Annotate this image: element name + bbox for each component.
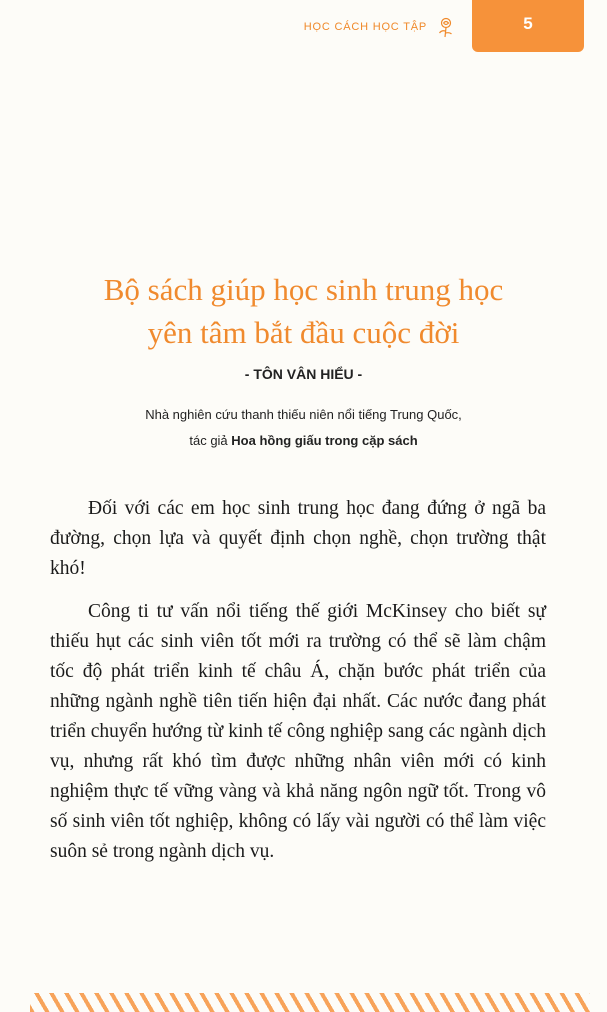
bio-prefix: tác giả xyxy=(189,433,232,448)
paragraph: Đối với các em học sinh trung học đang đứng ở ngã ba đường, chọn lựa và quyết định chọn nghề, chọn trường thật khó! xyxy=(50,498,546,579)
author-name: - TÔN VÂN HIỂU - xyxy=(244,366,363,382)
page-number-tab xyxy=(472,0,584,52)
page-number: 5 xyxy=(523,14,533,33)
rose-icon xyxy=(436,16,456,38)
bio-line-1: Nhà nghiên cứu thanh thiếu niên nổi tiếng Trung Quốc, xyxy=(145,407,462,422)
page-header xyxy=(0,0,607,60)
decorative-stripe xyxy=(30,993,590,1012)
running-title: HỌC CÁCH HỌC TẬP xyxy=(303,21,427,33)
bio-line-2 xyxy=(0,428,607,454)
body-text xyxy=(50,494,546,880)
author-bio xyxy=(0,402,607,454)
paragraph: Công ti tư vấn nổi tiếng thế giới McKinsey cho biết sự thiếu hụt các sinh viên tốt mới ra trường có thể sẽ làm chậm tốc độ phát triển kinh tế châu Á, chặn bước phát triển của những ngành nghề tiên tiến hiện đại nhất. Các nước đang phát triển chuyển hướng từ kinh tế công nghiệp sang các ngành dịch vụ, nhưng rất khó tìm được những nhân viên mới có kinh nghiệm thực tế vững vàng và khả năng ngôn ngữ tốt. Trong vô số sinh viên tốt nghiệp, không có lấy vài người có thể làm việc suôn sẻ trong ngành dịch vụ. xyxy=(50,601,546,862)
title-line-2: yên tâm bắt đầu cuộc đời xyxy=(147,315,460,350)
bio-book-title: Hoa hồng giấu trong cặp sách xyxy=(231,433,418,448)
article-title xyxy=(20,268,587,354)
title-line-1: Bộ sách giúp học sinh trung học xyxy=(103,272,504,307)
